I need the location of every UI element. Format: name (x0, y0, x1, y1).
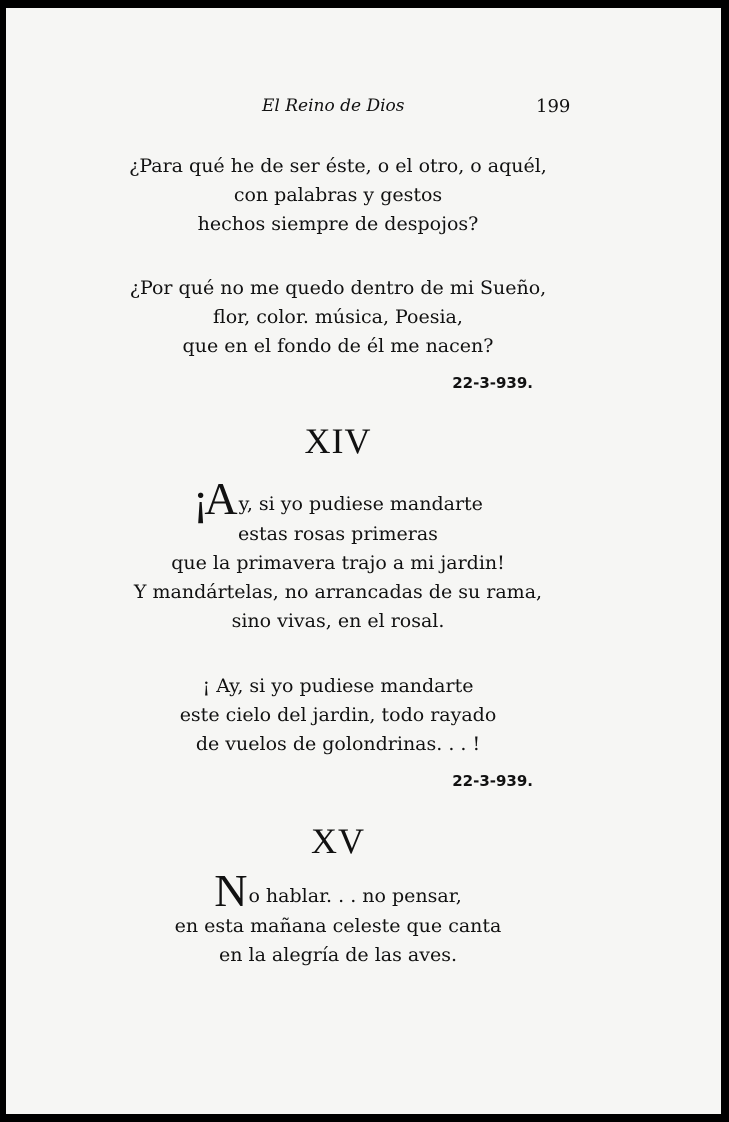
poem-line: en esta mañana celeste que canta (174, 915, 502, 937)
drop-cap: A (204, 473, 238, 524)
poem-line: ¿Por qué no me quedo dentro de mi Sueño, (129, 277, 547, 299)
book-page (6, 8, 721, 1114)
poem-stanza-1 (6, 152, 670, 239)
section-numeral-xiv: XIV (304, 421, 372, 461)
poem-date: 22-3-939. (452, 374, 533, 392)
poem-line: que la primavera trajo a mi jardin! (171, 552, 505, 574)
poem-first-line (6, 473, 670, 524)
section-numeral-xv: XV (311, 821, 365, 861)
poem-line: flor, color. música, Poesia, (213, 306, 463, 328)
poem-stanza-2 (6, 274, 670, 361)
page-header (6, 96, 721, 126)
poem-xv-stanza (6, 865, 670, 970)
poem-line-rest: y, si yo pudiese mandarte (238, 493, 483, 515)
poem-line: hechos siempre de despojos? (197, 213, 479, 235)
poem-xiv-stanza-2 (6, 672, 670, 759)
poem-line: este cielo del jardin, todo rayado (179, 704, 497, 726)
poem-line: Y mandártelas, no arrancadas de su rama, (133, 581, 543, 603)
poem-line: sino vivas, en el rosal. (231, 610, 445, 632)
poem-line: estas rosas primeras (238, 523, 438, 545)
poem-line: en la alegría de las aves. (218, 944, 458, 966)
poem-line: de vuelos de golondrinas. . . ! (195, 733, 481, 755)
running-title: El Reino de Dios (262, 96, 405, 116)
poem-line: que en el fondo de él me nacen? (182, 335, 494, 357)
poem-line-rest: o hablar. . . no pensar, (248, 885, 462, 907)
poem-line: ¡ Ay, si yo pudiese mandarte (202, 675, 474, 697)
page-number: 199 (536, 96, 571, 117)
poem-xiv-stanza-1 (6, 473, 670, 636)
drop-cap: N (214, 865, 248, 916)
poem-date: 22-3-939. (452, 772, 533, 790)
poem-line: con palabras y gestos (233, 184, 443, 206)
poem-first-line (6, 865, 670, 916)
poem-line: ¿Para qué he de ser éste, o el otro, o aquél, (129, 155, 547, 177)
drop-exclamation: ¡ (193, 473, 209, 524)
